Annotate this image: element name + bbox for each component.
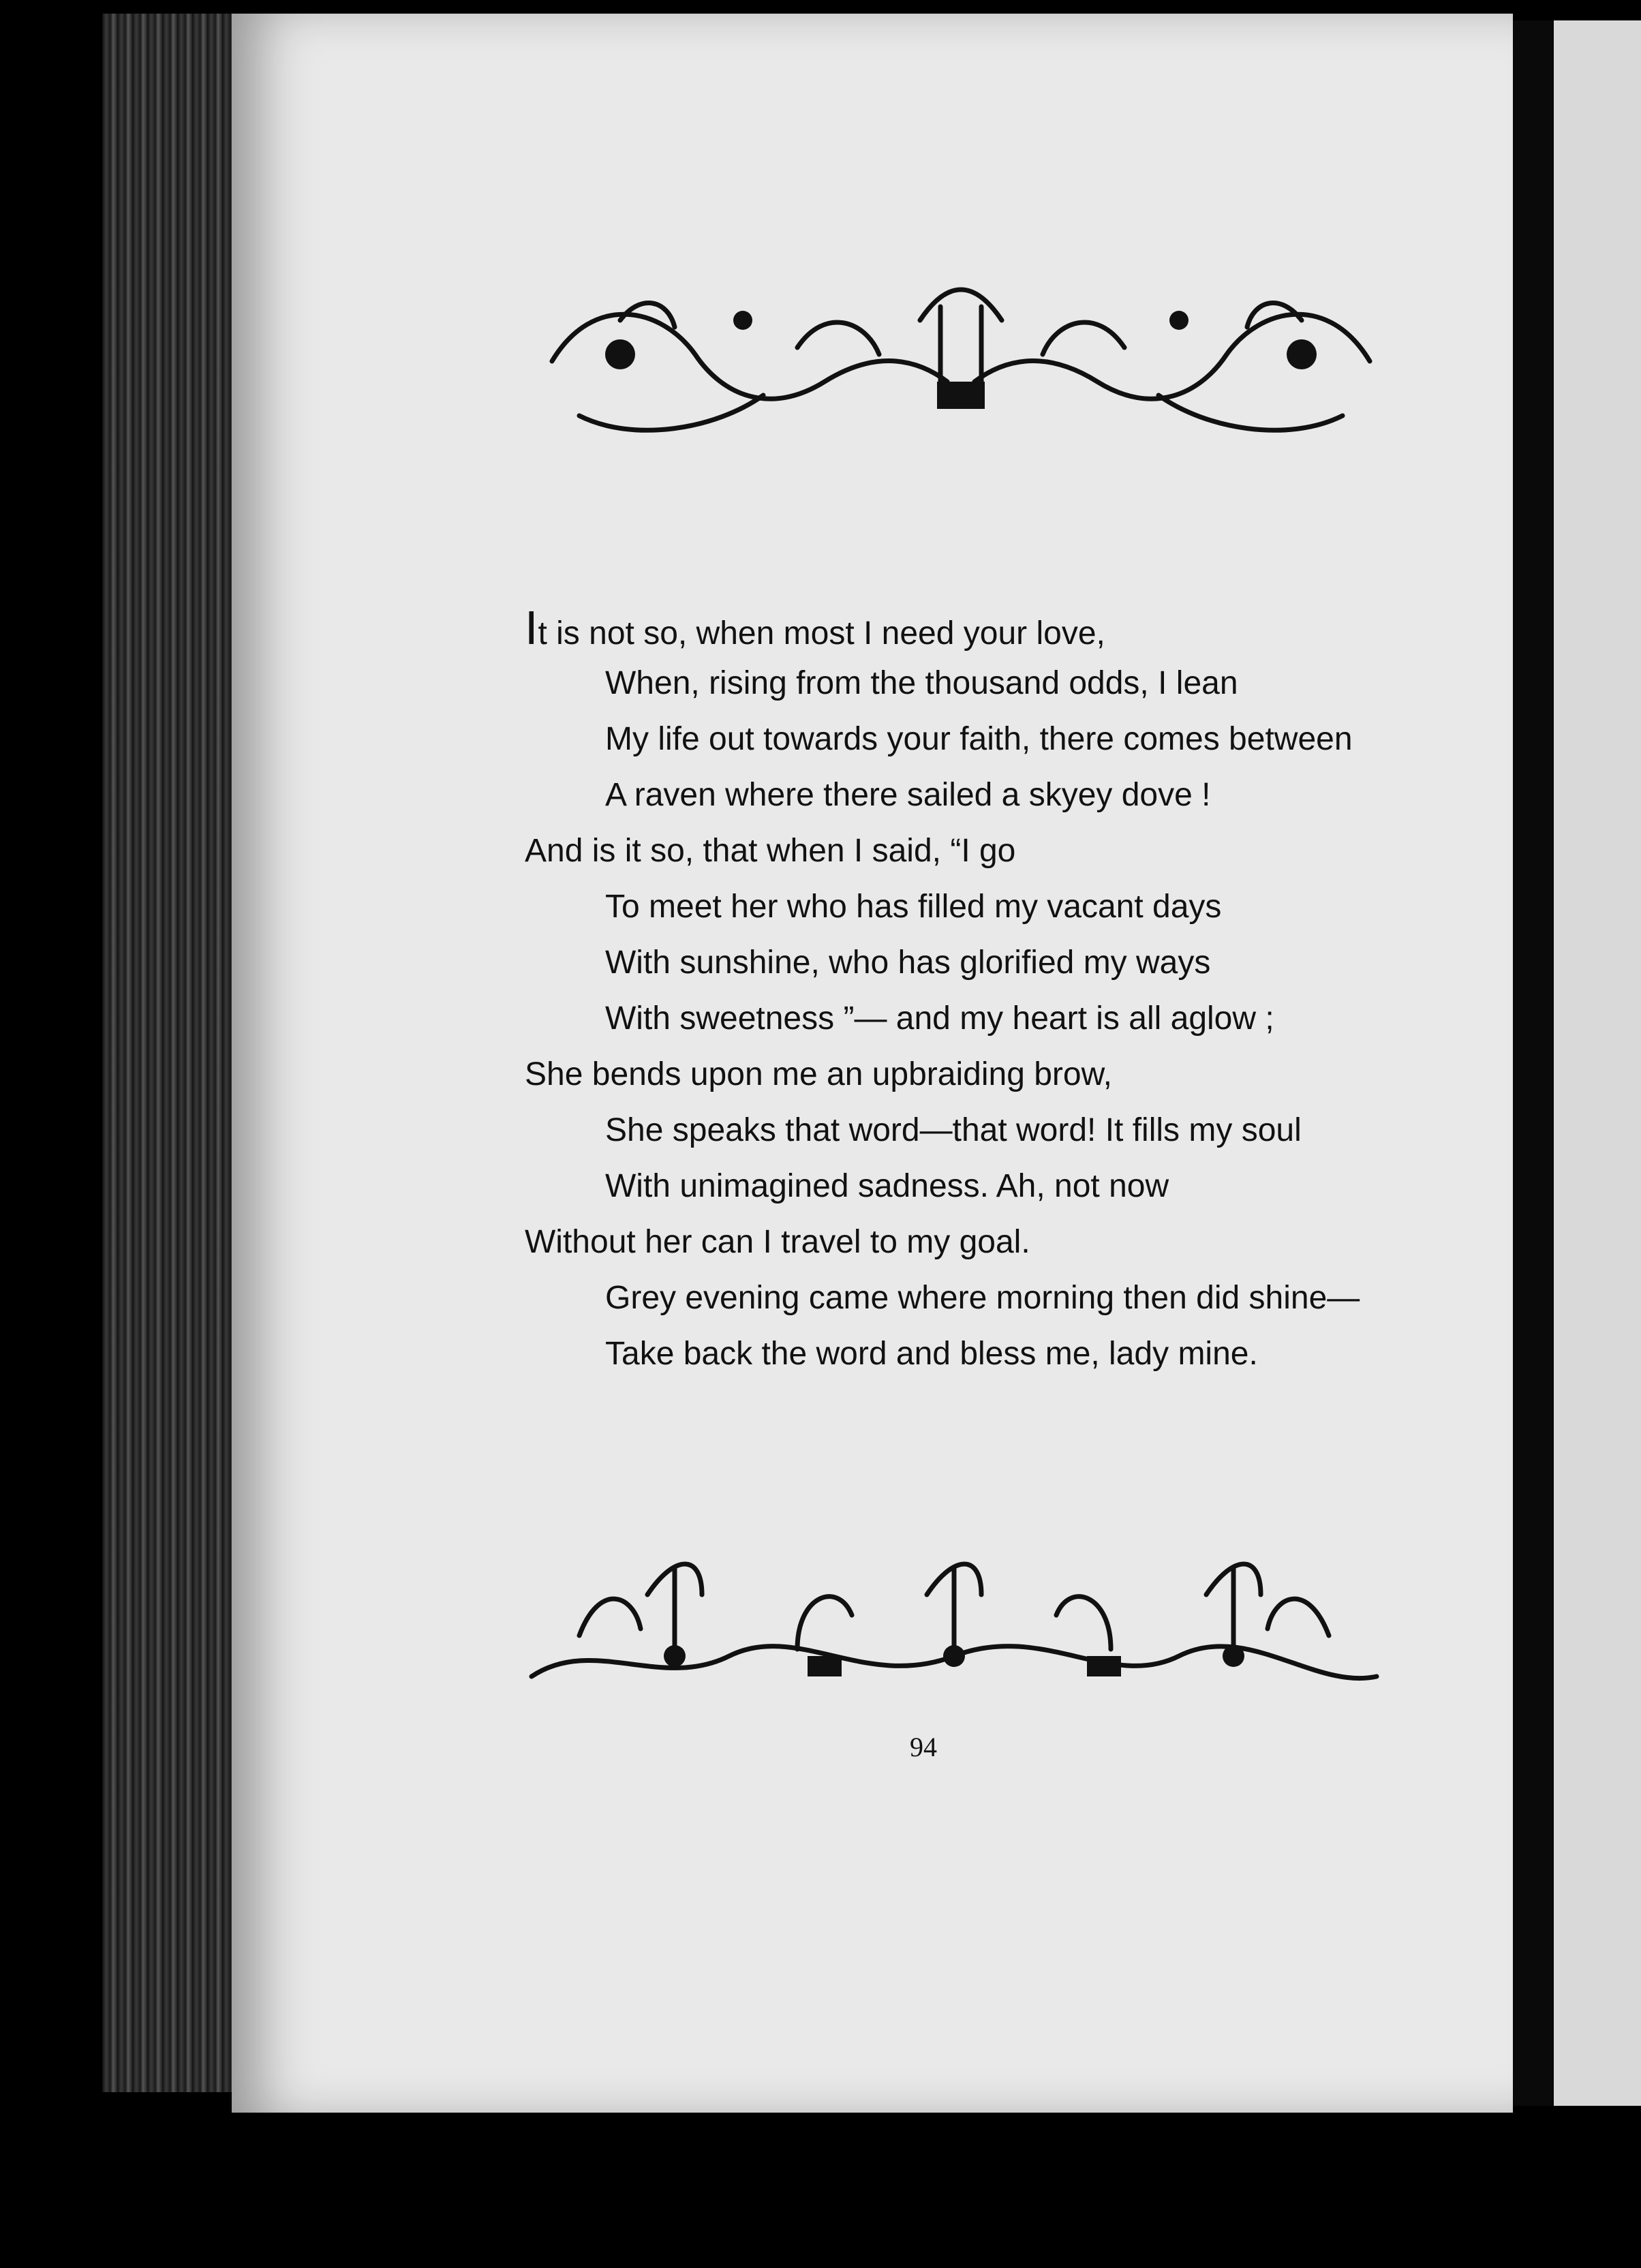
poem-line: With sunshine, who has glorified my ways (605, 945, 1211, 981)
poem-line: To meet her who has filled my vacant days (605, 889, 1222, 925)
poem-line: When, rising from the thousand odds, I lean (605, 665, 1238, 701)
page-number: 94 (910, 1732, 937, 1762)
drop-cap: I (525, 601, 538, 654)
poem-first-line: t is not so, when most I need your love, (538, 615, 1105, 652)
poem-line: My life out towards your faith, there comes between (605, 721, 1353, 757)
poem-line: With unimagined sadness. Ah, not now (605, 1168, 1169, 1204)
poem-line: She bends upon me an upbraiding brow, (525, 1056, 1112, 1092)
poem-line: She speaks that word—that word! It fills my soul (605, 1112, 1302, 1148)
poem-line (525, 600, 1424, 656)
bottom-floral-ornament (525, 1554, 1383, 1717)
poem-line: With sweetness ”— and my heart is all aglow ; (605, 1000, 1274, 1037)
top-floral-ornament (538, 279, 1383, 443)
poem-line: A raven where there sailed a skyey dove ! (605, 777, 1211, 813)
poem-line: Take back the word and bless me, lady mine. (605, 1336, 1258, 1372)
poem-line: Without her can I travel to my goal. (525, 1224, 1030, 1260)
facing-page (1554, 20, 1641, 2106)
book-gutter (1513, 20, 1554, 2106)
poem (525, 600, 1424, 1382)
poem-line: Grey evening came where morning then did shine— (605, 1280, 1360, 1316)
poem-line: And is it so, that when I said, “I go (525, 833, 1016, 869)
